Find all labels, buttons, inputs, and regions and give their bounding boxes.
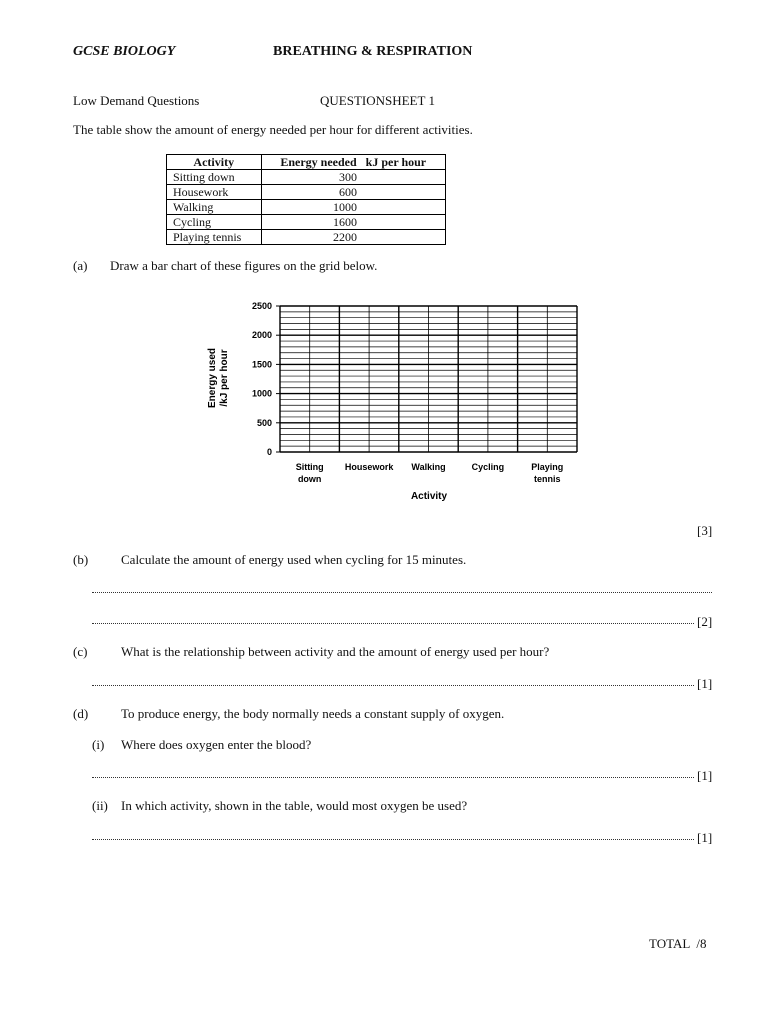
intro-text: The table show the amount of energy needed per hour for different activities. [73, 122, 473, 137]
table-row [167, 200, 446, 215]
table-cell-activity: Playing tennis [167, 230, 262, 245]
table-cell-activity: Housework [167, 185, 262, 200]
table-row [167, 215, 446, 230]
bar-chart-grid [190, 290, 610, 510]
total-marks: TOTAL /8 [649, 936, 707, 951]
x-axis-ticks [296, 462, 564, 484]
table-cell-activity: Sitting down [167, 170, 262, 185]
question-c-marks: [1] [697, 676, 713, 691]
x-tick-label: Sitting [295, 462, 324, 472]
table-row [167, 170, 446, 185]
energy-table [166, 154, 446, 245]
question-c-label: (c) [73, 644, 88, 659]
y-tick-label: 1500 [251, 359, 272, 370]
question-a-label: (a) [73, 258, 88, 273]
question-d-ii-marks: [1] [697, 830, 713, 845]
y-axis-ticks [252, 301, 280, 457]
table-cell-energy: 1600 [261, 215, 446, 230]
question-d-ii-text: In which activity, shown in the table, would most oxygen be used? [121, 798, 468, 813]
question-d-i-label: (i) [92, 737, 105, 752]
subject-title: GCSE BIOLOGY [73, 44, 176, 59]
x-tick-label: tennis [534, 474, 561, 484]
y-axis-label-line1: Energy used [207, 347, 218, 409]
question-d-i-marks: [1] [697, 768, 713, 783]
table-row [167, 230, 446, 245]
demand-level: Low Demand Questions [73, 93, 200, 108]
x-tick-label: down [297, 474, 322, 484]
y-tick-label: 2500 [251, 301, 272, 311]
x-axis-label: Activity [410, 491, 448, 502]
table-row [167, 185, 446, 200]
table-header-activity: Activity [167, 155, 262, 170]
x-tick-label: Playing [531, 462, 564, 472]
grid-lines [280, 306, 577, 452]
question-b-marks: [2] [697, 614, 713, 629]
y-tick-label: 1000 [251, 388, 272, 399]
y-tick-label: 0 [266, 447, 272, 457]
y-tick-label: 500 [256, 417, 272, 428]
x-tick-label: Walking [411, 462, 446, 472]
question-a-marks: [3] [697, 523, 713, 538]
questionsheet-number: QUESTIONSHEET 1 [320, 93, 435, 108]
topic-title: BREATHING & RESPIRATION [273, 44, 473, 59]
table-cell-activity: Walking [167, 200, 262, 215]
question-c-text: What is the relationship between activity and the amount of energy used per hour? [121, 644, 550, 659]
answer-line-d-ii[interactable] [92, 829, 694, 840]
answer-line-b2[interactable] [92, 613, 694, 624]
question-d-label: (d) [73, 706, 89, 721]
answer-line-c[interactable] [92, 675, 694, 686]
question-a-text: Draw a bar chart of these figures on the grid below. [110, 258, 378, 273]
question-d-text: To produce energy, the body normally needs a constant supply of oxygen. [121, 706, 505, 721]
question-d-ii-label: (ii) [92, 798, 108, 813]
y-tick-label: 2000 [251, 330, 272, 341]
x-tick-label: Cycling [471, 462, 505, 472]
answer-line-d-i[interactable] [92, 767, 694, 778]
question-d-i-text: Where does oxygen enter the blood? [121, 737, 312, 752]
table-cell-energy: 1000 [261, 200, 446, 215]
x-tick-label: Housework [344, 462, 394, 472]
question-b-text: Calculate the amount of energy used when cycling for 15 minutes. [121, 552, 467, 567]
y-axis-label-line2: /kJ per hour [219, 349, 230, 407]
table-cell-energy: 300 [261, 170, 446, 185]
answer-line-b1[interactable] [92, 582, 712, 593]
table-header-energy: Energy needed kJ per hour [261, 155, 446, 170]
table-cell-activity: Cycling [167, 215, 262, 230]
question-b-label: (b) [73, 552, 89, 567]
table-cell-energy: 600 [261, 185, 446, 200]
table-header-row [167, 155, 446, 170]
table-cell-energy: 2200 [261, 230, 446, 245]
